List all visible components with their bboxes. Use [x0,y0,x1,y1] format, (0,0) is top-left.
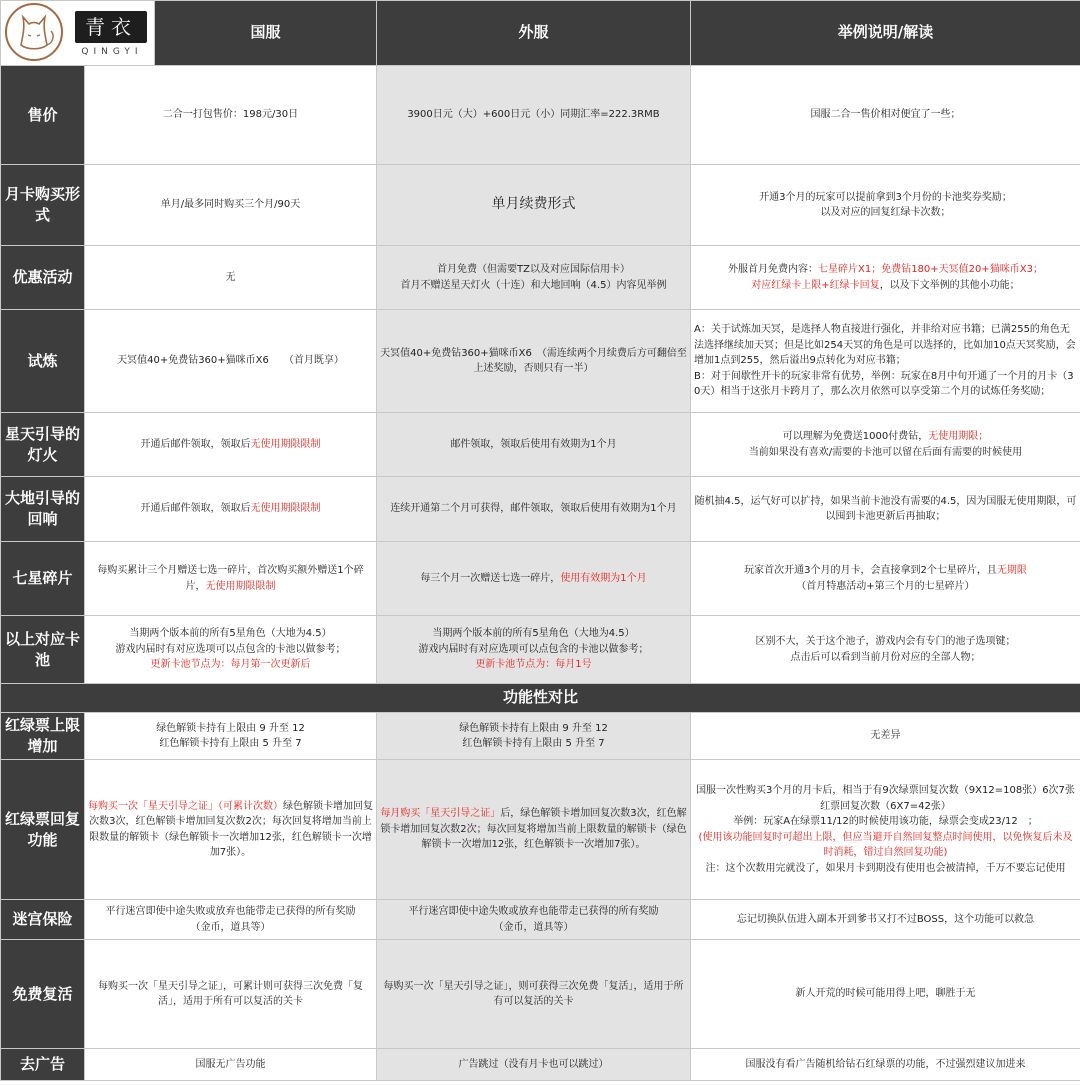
cell-line [694,278,1077,294]
logo-seal: 青衣 [75,11,147,43]
cell-text: 开通后邮件领取，领取后 [140,503,251,515]
cell-line [694,814,1077,830]
highlighted-text: 更新卡池节点为：每月1号 [475,659,592,671]
cell-notes [691,713,1080,760]
cell-line [88,270,373,286]
cell-text: 每购买一次「星天引导之证」，可累计则可获得三次免费「复活」，适用于所有可以复活的关卡 [98,980,363,1007]
cell-line [380,904,687,920]
table-row [1,713,1080,760]
cell-waifu [377,616,691,684]
cell-waifu [377,246,691,310]
cell-text: 忘记切换队伍进入副本开到爹书又打不过BOSS，这个功能可以救急 [736,913,1035,925]
cell-notes [691,66,1080,165]
cell-text: 红色解锁卡持有上限由 5 升至 7 [462,738,605,749]
cell-waifu [377,1049,691,1081]
cell-text: （金币，道具等） [493,921,574,933]
cell-text: 红色解锁卡持有上限由 5 升至 7 [159,738,302,749]
row-label: 优惠活动 [1,246,85,310]
cell-line [88,626,373,642]
logo-subtitle: QINGYI [81,47,143,57]
cell-waifu [377,542,691,616]
cell-line [380,806,687,853]
cell-text: 无差异 [870,730,901,742]
cell-text: 二合一打包售价：198元/30日 [162,109,299,121]
highlighted-text: 使用有效期为1个月 [560,572,647,584]
table-row [1,66,1080,165]
cell-line [694,986,1077,1002]
header-notes: 举例说明/解读 [691,1,1080,66]
cell-line [694,429,1077,445]
cell-line [694,190,1077,206]
cell-notes [691,413,1080,477]
cell-text: 绿色解锁卡持有上限由 9 升至 12 [156,722,305,734]
cell-notes [691,165,1080,246]
cell-guofu [85,246,377,310]
cell-text: 开通3个月的玩家可以提前拿到3个月份的卡池奖券奖励； [759,191,1012,203]
cell-guofu [85,940,377,1049]
cell-line [380,721,687,737]
table-row [1,246,1080,310]
cell-guofu [85,713,377,760]
cell-line [380,736,687,752]
cell-text: 注：这个次数用完就没了，如果月卡到期没有使用也会被清掉，千万不要忘记使用 [705,862,1066,874]
section-row [1,684,1080,713]
cell-text: 天冥值40+免费钻360+猫咪币X6 （首月既享） [117,355,344,367]
cell-line [694,861,1077,877]
cell-line [694,830,1077,861]
cell-waifu [377,713,691,760]
row-label: 月卡购买形式 [1,165,85,246]
cell-guofu [85,477,377,542]
cell-line [694,494,1077,525]
cell-text: 国服一次性购买3个月的月卡后，相当于有9次绿票回复次数（9X12=108张）6次7张红票回复次数（6X7=42张） [696,785,1075,812]
cell-line [380,1057,687,1073]
cell-line [88,563,373,594]
cell-text: 首月不赠送星天灯火（十连）和大地回响（4.5）内容见举例 [400,279,667,291]
cell-notes [691,616,1080,684]
cell-line [380,571,687,587]
cell-text: 可以理解为免费送1000付费钻， [782,431,929,442]
section-title: 功能性对比 [1,684,1080,713]
cell-line [694,579,1077,595]
cell-text: 游戏内届时有对应选项可以点包含的卡池以做参考； [418,643,649,655]
cell-text: 新人开荒的时候可能用得上吧，聊胜于无 [795,988,976,1000]
cell-line [694,912,1077,928]
cell-line [88,721,373,737]
table-row [1,542,1080,616]
cell-line [88,920,373,936]
cell-line [88,107,373,123]
cell-notes [691,760,1080,900]
cell-guofu [85,760,377,900]
table-row [1,413,1080,477]
table-row [1,1049,1080,1081]
cell-guofu [85,310,377,413]
cell-line [88,353,373,369]
cell-text: A：关于试炼加天冥，是选择人物直接进行强化，并非给对应书籍；已满255的角色无法选择继续加天冥；但是比如254天冥的角色是可以选择的，比如加10点天冥奖励，会增加1点到255，然后溢出9点转化为对应书籍； [694,324,1076,367]
cell-line [380,657,687,673]
highlighted-text: 无使用期限限制 [250,503,321,515]
cell-line [380,194,687,216]
cell-line [380,262,687,278]
row-label: 以上对应卡池 [1,616,85,684]
highlighted-text: 无使用期限限制 [250,438,321,450]
highlighted-text: 无使用期限； [928,431,989,442]
highlighted-text: 每月购买「星天引导之证」 [380,808,501,820]
cell-line [380,437,687,453]
highlighted-text: 每购买一次「星天引导之证」（可累计次数） [88,800,283,812]
cell-line [694,783,1077,814]
cell-line [88,501,373,517]
cell-text: 广告跳过（没有月卡也可以跳过） [458,1058,609,1070]
cell-waifu [377,760,691,900]
cell-text: 首月免费（但需要TZ以及对应国际信用卡） [437,264,630,275]
cell-line [88,799,373,861]
highlighted-text: 对应红绿卡上限+红绿卡回复 [751,279,880,291]
cell-line [380,979,687,1010]
cell-line [694,650,1077,666]
highlighted-text: 无期限 [996,565,1027,576]
cell-notes [691,542,1080,616]
cell-text: ，以及下文举例的其他小功能； [879,279,1020,291]
cell-line [694,634,1077,650]
cell-notes [691,900,1080,940]
highlighted-text: (使用该功能回复时可超出上限，但应当避开自然回复整点时间使用，以免恢复后未及时消耗，错过自然回复功能) [698,831,1073,858]
cell-line [694,107,1077,123]
cell-line [694,322,1077,369]
cell-text: 当期两个版本前的所有5星角色（大地为4.5） [129,628,332,640]
cell-text: 当前如果没有喜欢/需要的卡池可以留在后面有需要的时候使用 [748,446,1023,458]
logo [1,1,155,66]
highlighted-text: 更新卡池节点为：每月第一次更新后 [150,659,311,671]
row-label: 售价 [1,66,85,165]
cell-line [380,501,687,517]
cell-text: （首月特惠活动+第三个月的七星碎片） [796,580,975,592]
cell-text: B：对于间歇性开卡的玩家非常有优势，举例：玩家在8月中旬开通了一个月的月卡（30天）相当于这张月卡跨月了，那么次月依然可以享受第二个月的试炼任务奖励； [694,370,1074,398]
cell-text: 平行迷宫即使中途失败或放弃也能带走已获得的所有奖励 [408,906,659,917]
cell-line [380,626,687,642]
cell-waifu [377,165,691,246]
cell-guofu [85,542,377,616]
cell-text: 随机抽4.5，运气好可以扩持，如果当前卡池没有需要的4.5，因为国服无使用期限，可以囤到卡池更新后再抽取； [694,495,1077,522]
cell-line [694,445,1077,461]
cell-text: 无 [225,271,236,283]
cell-text: 国服无广告功能 [195,1058,266,1070]
cell-line [88,736,373,752]
header-guofu: 国服 [155,1,377,66]
cell-text: 举例：玩家A在绿票11/12的时候使用该功能，绿票会变成23/12 ； [733,816,1038,827]
cell-line [380,642,687,658]
cell-text: 国服二合一售价相对便宜了一些； [810,109,961,121]
row-label: 星天引导的灯火 [1,413,85,477]
cell-notes [691,246,1080,310]
cell-line [380,346,687,377]
cell-text: 绿色解锁卡增加回复次数3次，红色解锁卡增加回复次数2次；每次回复将增加当前上限数量的解锁卡（绿色解锁卡一次增加12张，红色解锁卡一次增加7张）。 [89,800,373,858]
cell-line [694,369,1077,400]
cell-line [88,657,373,673]
cell-text: 每购买累计三个月赠送七选一碎片，首次购买额外赠送1个碎片， [97,565,364,592]
cell-waifu [377,413,691,477]
cell-waifu [377,477,691,542]
row-label: 七星碎片 [1,542,85,616]
cell-line [694,262,1077,278]
row-label: 大地引导的回响 [1,477,85,542]
table-row [1,900,1080,940]
row-label: 免费复活 [1,940,85,1049]
cell-line [694,563,1077,579]
row-label: 红绿票回复功能 [1,760,85,900]
highlighted-text: 七星碎片X1；免费钻180+天冥值20+猫咪币X3； [818,264,1043,275]
cell-text: 平行迷宫即使中途失败或放弃也能带走已获得的所有奖励 [105,906,356,917]
cell-text: 后，绿色解锁卡增加回复次数3次，红色解锁卡增加回复次数2次；每次回复将增加当前上限数量的解锁卡（绿色解锁卡一次增加12张，红色解锁卡一次增加7张）。 [380,808,687,851]
cell-text: 3900日元（大）+600日元（小）同期汇率=222.3RMB [407,109,660,121]
cell-text: 单月续费形式 [491,196,576,213]
cell-line [380,278,687,294]
table-row [1,760,1080,900]
cell-waifu [377,66,691,165]
cell-line [88,979,373,1010]
cell-text: 玩家首次开通3个月的月卡，会直接拿到2个七星碎片，且 [744,565,997,576]
cell-text: 以及对应的回复红绿卡次数； [820,207,951,218]
cell-line [380,107,687,123]
cell-notes [691,1049,1080,1081]
cell-text: 天冥值40+免费钻360+猫咪币X6 （需连续两个月续费后方可翻倍至上述奖励，否则只有一半） [380,347,687,374]
cell-line [88,1057,373,1073]
cell-text: 每购买一次「星天引导之证」，则可获得三次免费「复活」，适用于所有可以复活的关卡 [383,980,684,1007]
table-row [1,616,1080,684]
cell-line [88,197,373,213]
cell-text: 连续开通第二个月可获得，邮件领取，领取后使用有效期为1个月 [390,503,677,515]
cell-text: 点击后可以看到当前月份对应的全部人物； [790,651,981,663]
cell-line [88,904,373,920]
header-waifu: 外服 [377,1,691,66]
cell-guofu [85,616,377,684]
fox-logo-icon [5,3,63,61]
row-label: 试炼 [1,310,85,413]
cell-text: 邮件领取，领取后使用有效期为1个月 [450,438,617,450]
cell-text: 当期两个版本前的所有5星角色（大地为4.5） [432,628,635,640]
cell-waifu [377,310,691,413]
cell-text: 绿色解锁卡持有上限由 9 升至 12 [459,722,608,734]
cell-guofu [85,66,377,165]
cell-line [88,437,373,453]
cell-notes [691,477,1080,542]
cell-text: 开通后邮件领取，领取后 [140,438,251,450]
cell-guofu [85,1049,377,1081]
cell-guofu [85,413,377,477]
cell-waifu [377,900,691,940]
row-label: 红绿票上限增加 [1,713,85,760]
cell-text: 游戏内届时有对应选项可以点包含的卡池以做参考； [115,643,346,655]
cell-notes [691,940,1080,1049]
cell-text: （金币，道具等） [190,921,271,933]
cell-text: 每三个月一次赠送七选一碎片， [420,572,561,584]
cell-text: 外服首月免费内容： [728,264,818,275]
cell-notes [691,310,1080,413]
highlighted-text: 无使用期限限制 [205,580,276,592]
cell-line [694,205,1077,221]
cell-guofu [85,900,377,940]
cell-line [694,1057,1077,1073]
table-row [1,165,1080,246]
cell-text: 单月/最多同时购买三个月/90天 [160,199,301,211]
cell-waifu [377,940,691,1049]
cell-text: 国服没有看广告随机给钻石红绿票的功能，不过强烈建议加进来 [745,1058,1026,1070]
row-label: 迷宫保险 [1,900,85,940]
table-row [1,310,1080,413]
cell-text: 区别不大，关于这个池子，游戏内会有专门的池子选项键； [755,636,1016,647]
table-row [1,477,1080,542]
header-row [1,1,1080,66]
cell-guofu [85,165,377,246]
cell-line [380,920,687,936]
cell-line [88,642,373,658]
row-label: 去广告 [1,1049,85,1081]
cell-line [694,728,1077,744]
table-row [1,940,1080,1049]
